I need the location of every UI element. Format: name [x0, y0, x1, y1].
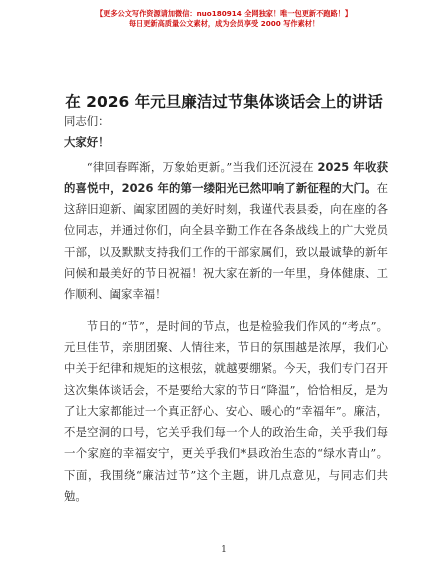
paragraph-1-opening: “律回春晖渐，万象始更新。”当我们还沉浸在: [86, 159, 318, 174]
document-body: [64, 111, 388, 507]
greeting: 大家好！: [64, 135, 110, 150]
document-title: 在 2026 年元旦廉洁过节集体谈话会上的讲话: [65, 93, 383, 111]
promo-header: [0, 9, 448, 29]
paragraph-1-emphasis: 2025 年收获的喜悦中，2026 年的第一缕阳光已然叩响了新征程的大门。: [64, 159, 388, 195]
salutation: 同志们：: [64, 114, 110, 128]
page-number: 1: [221, 545, 227, 555]
promo-line-1: 【更多公文写作资源请加微信：nuo180914 全网独家！唯一包更新不跑路！】: [95, 9, 353, 18]
paragraph-2: 节日的“节”，是时间的节点，也是检验我们作风的“考点”。元旦佳节，亲朋团聚、人情往来，节日的氛围越是浓厚，我们心中关于纪律和规矩的这根弦，就越要绷紧。今天，我们专门召开这次集体谈话会，不是要给大家的节日“降温”，恰恰相反，是为了让大家都能过一个真正舒心、安心、暖心的“幸福年”。廉洁，不是空洞的口号，它关乎我们每一个人的政治生命，关乎我们每一个家庭的幸福安宁，更关乎我们*县政治生态的“绿水青山”。下面，我围绕“廉洁过节”这个主题，讲几点意见，与同志们共勉。: [64, 318, 388, 504]
paragraph-1-body: 在这辞旧迎新、阖家团圆的美好时刻，我谨代表县委，向在座的各位同志，并通过你们，向全县辛勤工作在各条战线上的广大党员干部，以及默默支持我们工作的干部家属们，致以最诚挚的新年问候和最美好的节日祝福！祝大家在新的一年里，身体健康、工作顺利、阖家幸福！: [64, 180, 388, 302]
paragraph-1: [64, 157, 388, 306]
promo-line-2: 每日更新高质量公文素材，成为会员享受 2000 写作素材！: [128, 19, 320, 28]
